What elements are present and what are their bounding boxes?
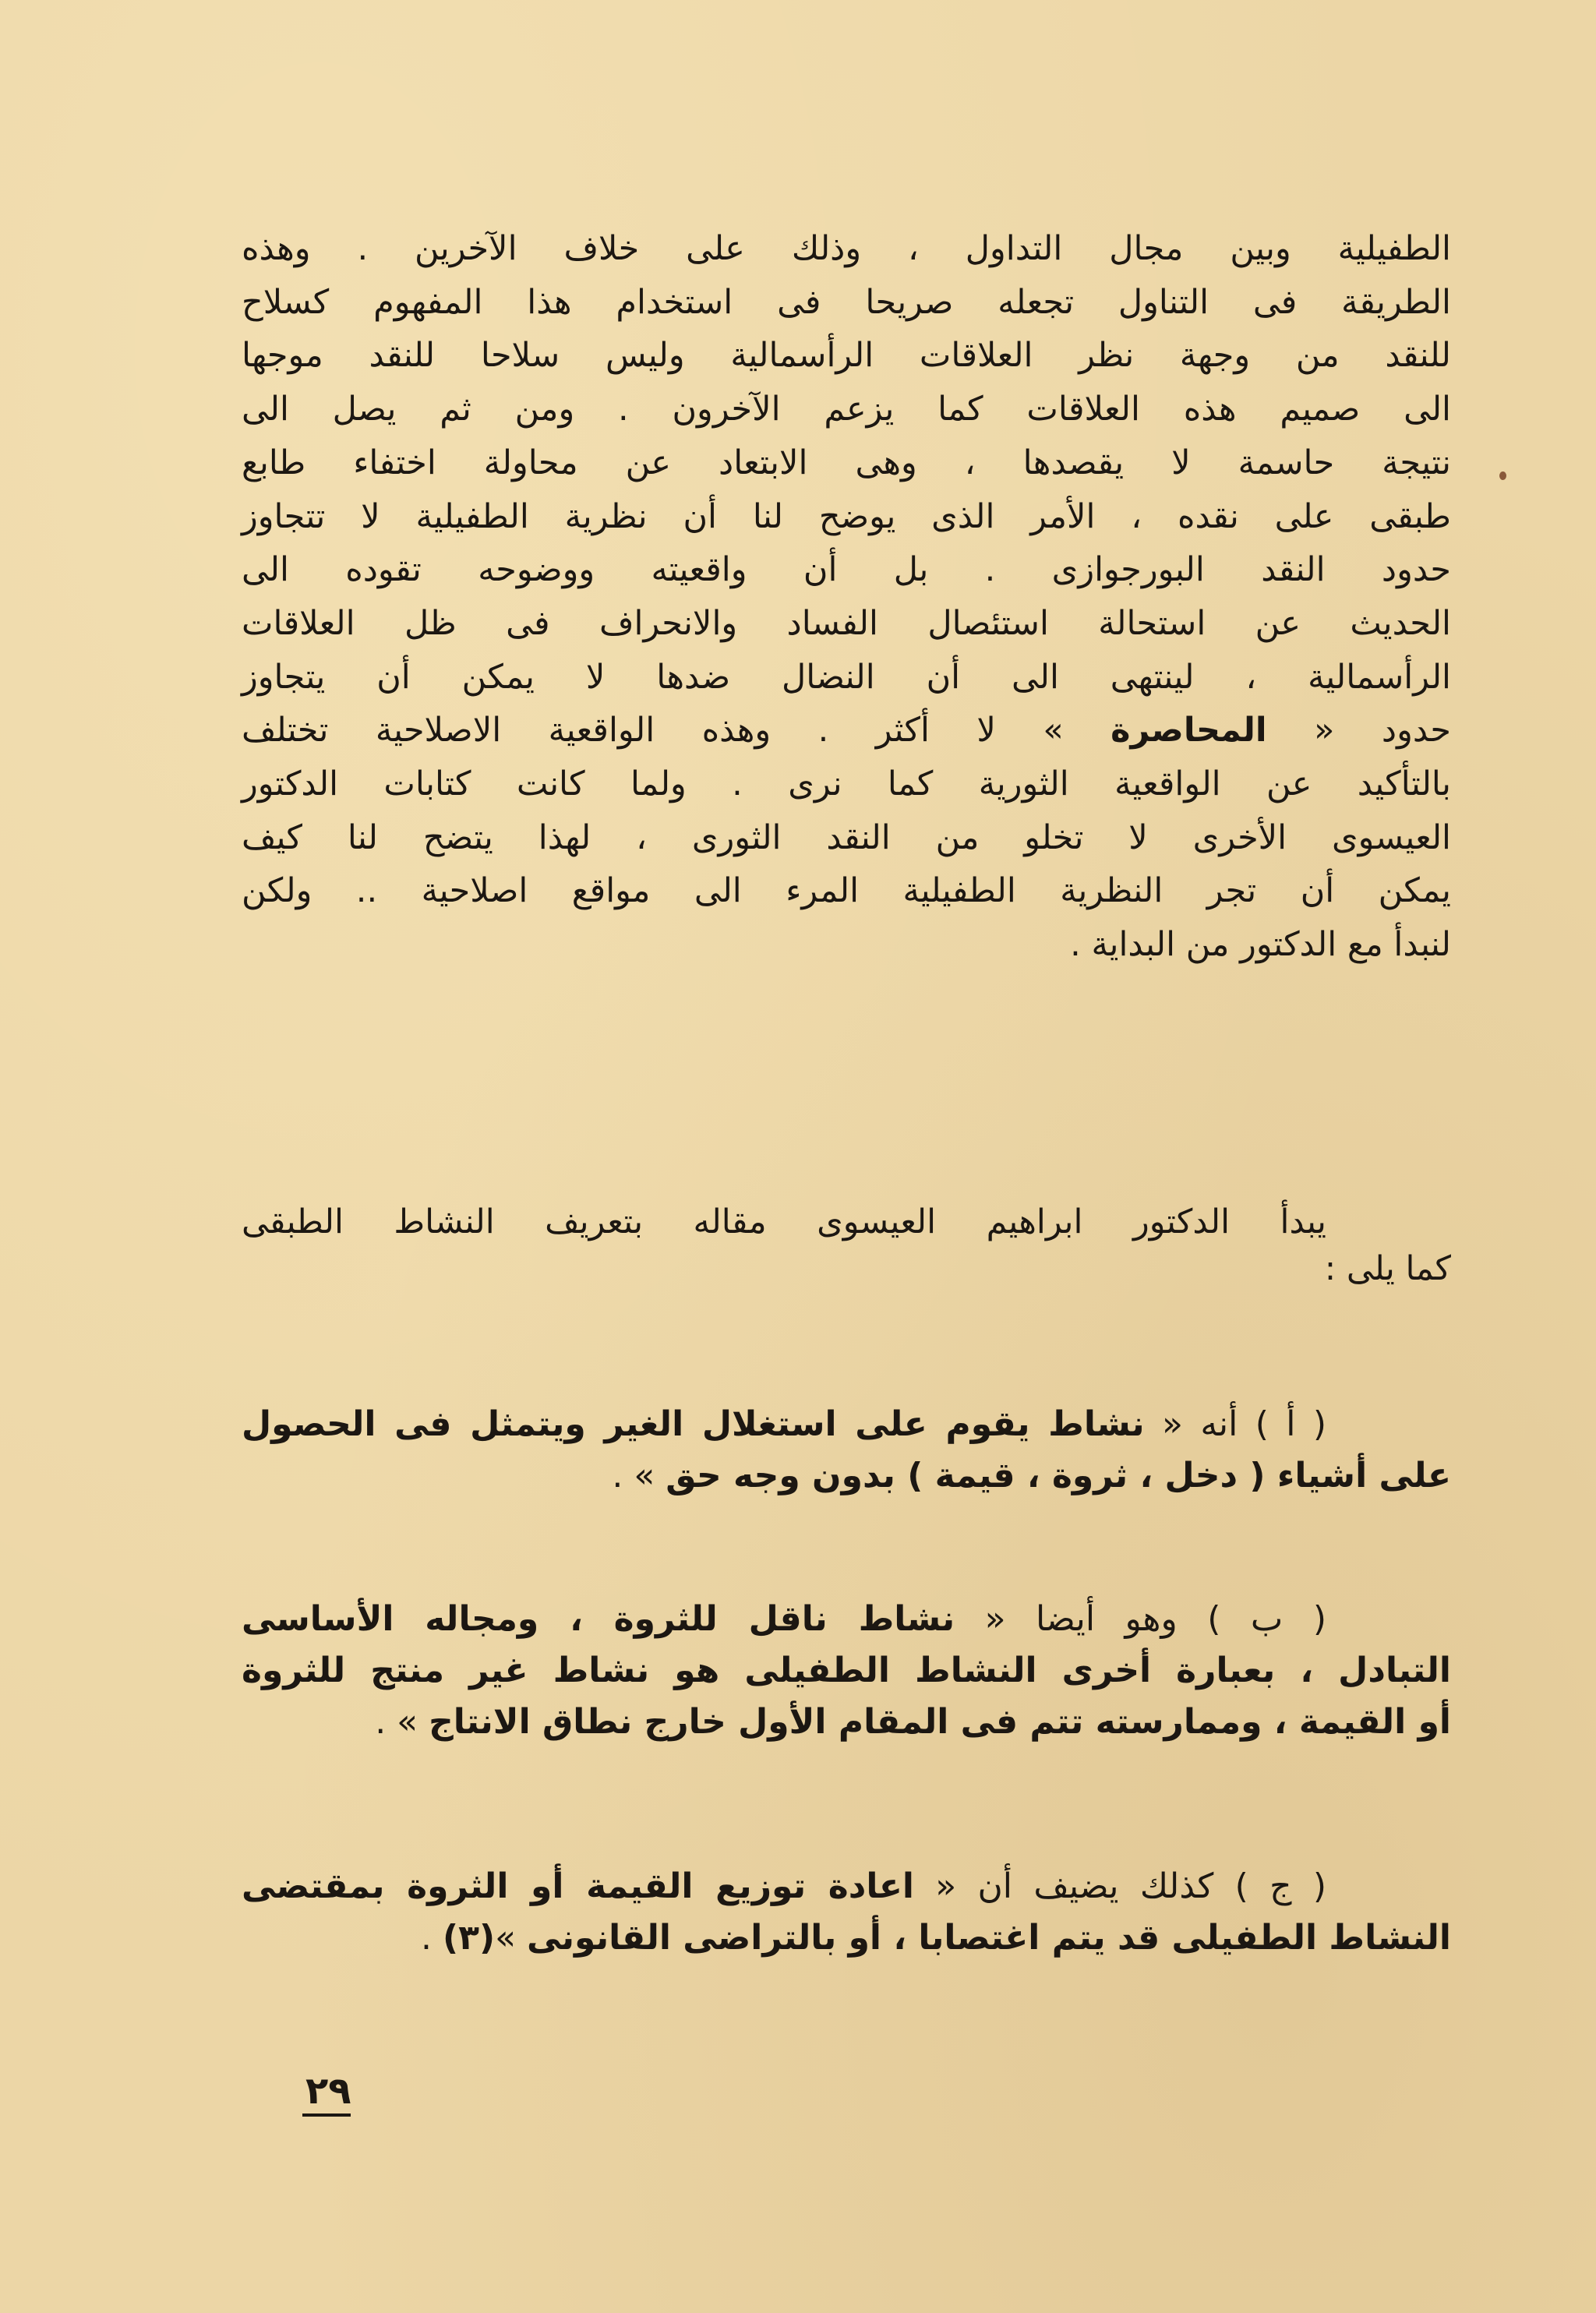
definition-line (242, 1450, 1451, 1502)
definition-c (242, 1861, 1451, 1964)
body-line: نتيجة حاسمة لا يقصدها ، وهى الابتعاد عن محاولة اختفاء طابع (242, 443, 1451, 482)
bold-term: المحاصرة (1110, 711, 1267, 750)
intro-line: كما يلى : (1324, 1249, 1451, 1288)
definition-quote: النشاط الطفيلى قد يتم اغتصابا ، أو بالتراضى القانونى (526, 1918, 1451, 1958)
body-line: الى صميم هذه العلاقات كما يزعم الآخرون . ومن ثم يصل الى (242, 390, 1451, 429)
body-line: حدود « المحاصرة » لا أكثر . وهذه الواقعية الاصلاحية تختلف (242, 711, 1451, 750)
quote-close: » (495, 1918, 527, 1958)
definition-line (242, 1645, 1451, 1697)
body-line: بالتأكيد عن الواقعية الثورية كما نرى . ولما كانت كتابات الدكتور (242, 765, 1451, 804)
quote-close: » . (612, 1456, 666, 1496)
intro-paragraph (242, 1199, 1451, 1292)
definition-line (242, 1912, 1451, 1964)
body-line: حدود النقد البورجوازى . بل أن واقعيته ووضوحه تقوده الى (242, 550, 1451, 590)
definition-line (242, 1399, 1451, 1450)
body-line: العيسوى الأخرى لا تخلو من النقد الثورى ، لهذا يتضح لنا كيف (242, 817, 1451, 857)
definition-prefix: ( ج ) كذلك يضيف أن « (913, 1866, 1326, 1906)
definition-quote: على أشياء ( دخل ، ثروة ، قيمة ) بدون وجه حق (666, 1456, 1451, 1496)
definition-prefix: ( ب ) وهو أيضا « (955, 1599, 1326, 1639)
intro-line: يبدأ الدكتور ابراهيم العيسوى مقاله بتعريف النشاط الطبقى (242, 1202, 1326, 1241)
definition-line (242, 1697, 1451, 1748)
footnote-reference: (٣) (443, 1918, 496, 1958)
definition-quote: اعادة توزيع القيمة أو الثروة بمقتضى (242, 1866, 914, 1906)
paper-speck (1499, 471, 1506, 480)
body-line: الرأسمالية ، لينتهى الى أن النضال ضدها لا يمكن أن يتجاوز (242, 657, 1451, 697)
body-line: الطريقة فى التناول تجعله صريحا فى استخدام هذا المفهوم كسلاح (242, 282, 1451, 322)
definition-quote: نشاط يقوم على استغلال الغير ويتمثل فى الحصول (242, 1404, 1145, 1444)
definition-line (242, 1594, 1451, 1645)
quote-close: » . (375, 1702, 429, 1742)
body-line: للنقد من وجهة نظر العلاقات الرأسمالية وليس سلاحا للنقد موجها (242, 336, 1451, 376)
page-number-underline (302, 2113, 351, 2117)
definition-quote: التبادل ، بعبارة أخرى النشاط الطفيلى هو نشاط غير منتج للثروة (242, 1651, 1451, 1690)
definition-b (242, 1594, 1451, 1748)
definition-line (242, 1861, 1451, 1912)
body-line: لنبدأ مع الدكتور من البداية . (1070, 925, 1451, 965)
body-line: الطفيلية وبين مجال التداول ، وذلك على خلاف الآخرين . وهذه (242, 229, 1451, 268)
page-number: ٢٩ (305, 2069, 351, 2113)
definition-a (242, 1399, 1451, 1502)
body-line: يمكن أن تجر النظرية الطفيلية المرء الى مواقع اصلاحية .. ولكن (242, 871, 1451, 911)
definition-quote: أو القيمة ، وممارسته تتم فى المقام الأول خارج نطاق الانتاج (429, 1702, 1451, 1742)
body-paragraph (242, 222, 1451, 972)
definition-quote: نشاط ناقل للثروة ، ومجاله الأساسى (242, 1599, 955, 1639)
definition-prefix: ( أ ) أنه « (1144, 1404, 1327, 1444)
definition-period: . (421, 1918, 443, 1958)
body-line: الحديث عن استحالة استئصال الفساد والانحراف فى ظل العلاقات (242, 603, 1451, 643)
body-line: طبقى على نقده ، الأمر الذى يوضح لنا أن نظرية الطفيلية لا تتجاوز (242, 496, 1451, 536)
